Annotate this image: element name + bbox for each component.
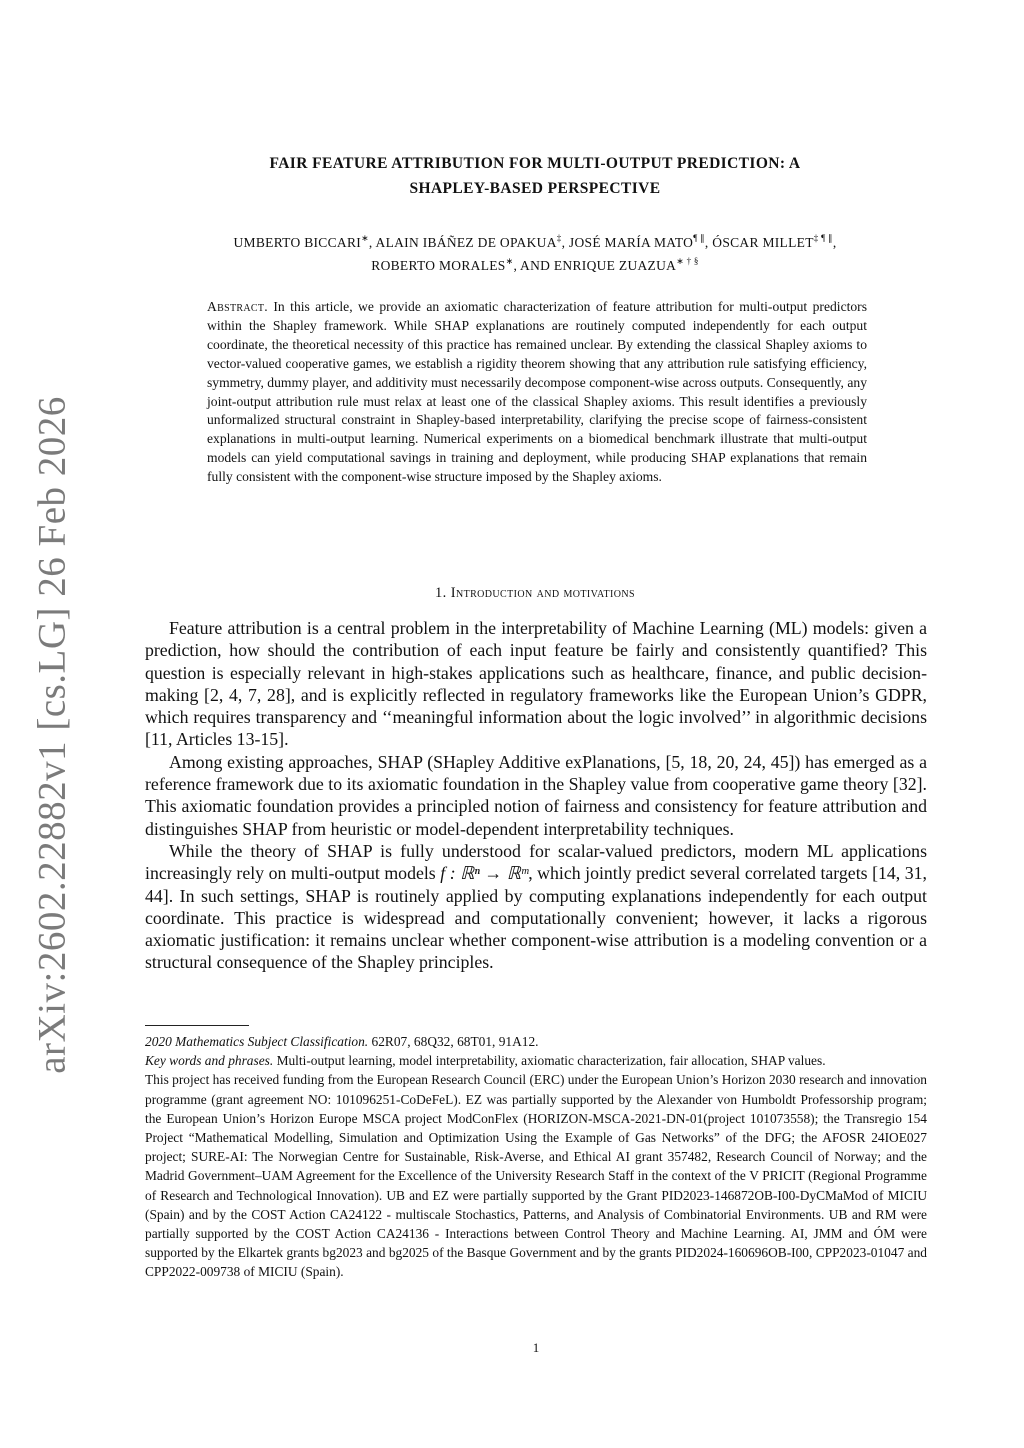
paragraph-3: [145, 840, 927, 974]
page-number: 1: [532, 1340, 540, 1355]
paragraph-3-start: While the theory of SHAP is fully understood for scalar-valued predictors, modern ML applications increasingly rely on multi-output models: [145, 840, 927, 884]
author-name: , JOSÉ MARÍA MATO: [561, 235, 694, 250]
paragraph-2: Among existing approaches, SHAP (SHapley Additive exPlanations, [5, 18, 20, 24, 45]) has emerged as a reference framework due to its axiomatic foundation in the Shapley value from cooperative game theory [32]. This axiomatic foundation provides a principled notion of fairness and consistency for feature attribution and distinguishes SHAP from heuristic or model-dependent interpretability techniques.: [145, 751, 927, 839]
author-line-1: [120, 231, 950, 254]
affiliation-mark: ∗: [505, 256, 514, 266]
author-list: [120, 231, 950, 277]
footnote-keywords: [145, 1051, 927, 1070]
affiliation-mark: ‡: [556, 233, 562, 243]
paper-title: [140, 151, 930, 201]
keywords-value: Multi-output learning, model interpretability, axiomatic characterization, fair allocation, SHAP values.: [276, 1053, 826, 1069]
section-heading: [140, 585, 930, 602]
affiliation-mark: ¶ ∥: [693, 233, 705, 243]
title-line-2: SHAPLEY-BASED PERSPECTIVE: [409, 180, 661, 197]
footnote-divider: [145, 1025, 249, 1026]
arxiv-identifier-text: arXiv:2602.22882v1 [cs.LG] 26 Feb 2026: [30, 396, 74, 1074]
footnote-funding: This project has received funding from the European Research Council (ERC) under the European Union’s Horizon 2030 research and innovation programme (grant agreement NO: 101096251-CoDeFeL). EZ was partially supported by the Alexander von Humboldt Professorship program; the European Union’s Horizon Europe MSCA project ModConFlex (HORIZON-MSCA-2021-DN-01(project 101073558); the Transregio 154 Project “Mathematical Modelling, Simulation and Optimization Using the Example of Gas Networks” of the DFG; the AFOSR 24IOE027 project; SURE-AI: The Norwegian Centre for Sustainable, Risk-Averse, and Ethical AI grant 357482, Research Council of Norway; and the Madrid Government–UAM Agreement for the Excellence of the University Research Staff in the context of the V PRICIT (Regional Programme of Research and Technological Innovation). UB and EZ were partially supported by the Grant PID2023-146872OB-I00-DyCMaMod of MICIU (Spain) and by the COST Action CA24122 - multiscale Stochastics, Patterns, and Analysis of Combinatorial Environments. UB and RM were partially supported by the COST Action CA24136 - Interactions between Control Theory and Machine Learning. AI, JMM and ÓM were supported by the Elkartek grants bg2023 and bg2025 of the Basque Government and by the grants PID2024-160696OB-I00, CPP2023-01047 and CPP2022-009738 of MICIU (Spain).: [145, 1072, 927, 1280]
author-name: , ÓSCAR MILLET: [704, 235, 814, 250]
paragraph-3-end: , which jointly predict several correlated targets [14, 31, 44]. In such settings, SHAP is routinely applied by computing explanations independently for each output coordinate. This practice is widespread and computationally convenient; however, it lacks a rigorous axiomatic justification: it remains unclear whether component-wise attribution is a modeling convention or a structural consequence of the Shapley principles.: [145, 863, 927, 973]
section-number: 1.: [435, 585, 447, 601]
title-line-1: FAIR FEATURE ATTRIBUTION FOR MULTI-OUTPUT PREDICTION: A: [269, 155, 801, 172]
body-text: [145, 617, 927, 974]
affiliation-mark: ‡ ¶ ∥: [813, 233, 833, 243]
affiliation-mark: ∗ † §: [676, 256, 699, 266]
author-name: , AND ENRIQUE ZUAZUA: [513, 258, 677, 273]
arxiv-identifier-stamp: [27, 396, 77, 1074]
affiliation-mark: ∗: [361, 233, 369, 243]
msc-value: 62R07, 68Q32, 68T01, 91A12.: [371, 1034, 539, 1049]
author-name: , ALAIN IBÁÑEZ DE OPAKUA: [368, 235, 557, 250]
footnotes: [145, 1032, 927, 1282]
keywords-label: Key words and phrases.: [145, 1053, 274, 1069]
inline-math-mapping: f : ℝⁿ → ℝᵐ: [440, 863, 529, 884]
abstract: [207, 298, 867, 487]
author-name: UMBERTO BICCARI: [233, 235, 362, 250]
abstract-label: Abstract.: [207, 299, 268, 314]
section-title: Introduction and motivations: [450, 585, 635, 601]
footnote-msc: [145, 1032, 927, 1051]
msc-label: 2020 Mathematics Subject Classification.: [145, 1034, 369, 1049]
paragraph-1: Feature attribution is a central problem in the interpretability of Machine Learning (ML) models: given a prediction, how should the contribution of each input feature be fairly and consistently quantified? This question is especially relevant in high-stakes applications such as healthcare, finance, and public decision-making [2, 4, 7, 28], and is explicitly reflected in regulatory frameworks like the European Union’s GDPR, which requires transparency and ‘‘meaningful information about the logic involved’’ in algorithmic decisions [11, Articles 13-15].: [145, 618, 927, 750]
abstract-text: In this article, we provide an axiomatic characterization of feature attribution for multi-output predictors within the Shapley framework. While SHAP explanations are routinely computed independently for each output coordinate, the theoretical necessity of this practice has remained unclear. By extending the classical Shapley axioms to vector-valued cooperative games, we establish a rigidity theorem showing that any attribution rule satisfying efficiency, symmetry, dummy player, and additivity must necessarily decompose component-wise across outputs. Consequently, any joint-output attribution rule must relax at least one of the classical Shapley axioms. This result identifies a previously unformalized structural constraint in Shapley-based interpretability, clarifying the precise scope of fairness-consistent explanations in multi-output learning. Numerical experiments on a biomedical benchmark illustrate that multi-output models can yield computational savings in training and deployment, while producing SHAP explanations that remain fully consistent with the component-wise structure imposed by the Shapley axioms.: [207, 299, 867, 485]
author-separator: ,: [832, 235, 837, 250]
author-line-2: [120, 254, 950, 277]
author-name: ROBERTO MORALES: [371, 258, 506, 273]
